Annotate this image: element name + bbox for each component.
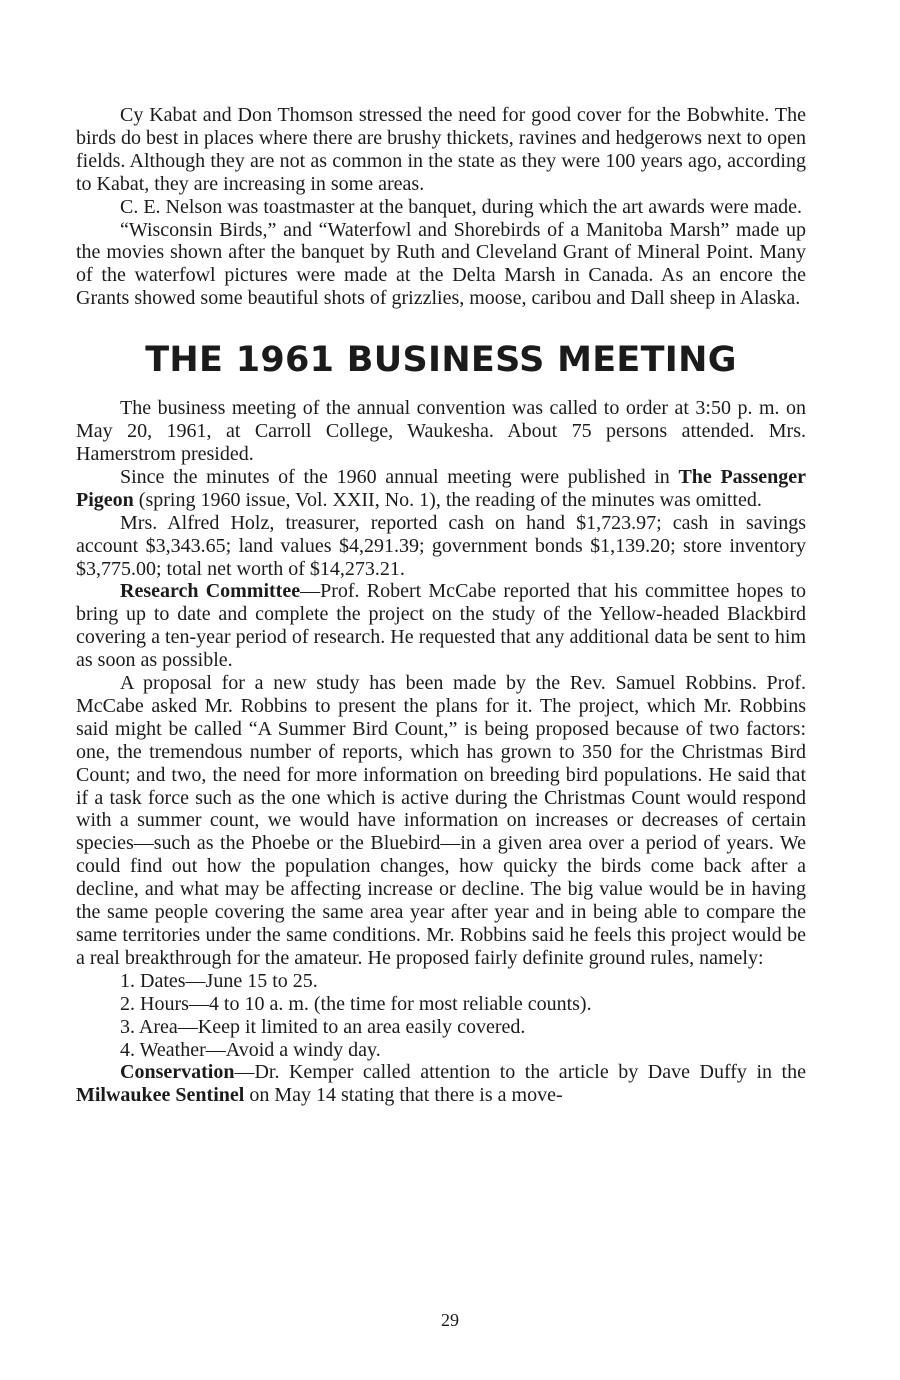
conservation-label: Conservation <box>120 1061 235 1084</box>
list-item: 1. Dates—June 15 to 25. <box>120 969 318 992</box>
section-heading: THE 1961 BUSINESS MEETING <box>145 340 737 381</box>
journal-title: The Passenger Pigeon <box>76 465 806 511</box>
paragraph-meeting-called: The business meeting of the annual convention was called to order at 3:50 p. m. on May 20, 1961, at Carroll College, Waukesha. About 75 persons attended. Mrs. Hamerstrom presided. <box>76 397 806 465</box>
paragraph-treasurer: Mrs. Alfred Holz, treasurer, reported cash on hand $1,723.97; cash in savings account $3,343.65; land values $4,291.39; government bonds $1,139.20; store inventory $3,775.00; total net worth of $14,273.21. <box>76 511 806 580</box>
list-item: 4. Weather—Avoid a windy day. <box>120 1038 381 1061</box>
conservation-text-b: on May 14 stating that there is a move- <box>244 1084 563 1107</box>
paragraph-conservation <box>76 1061 806 1107</box>
page-number: 29 <box>441 1310 459 1330</box>
research-committee-label: Research Committee <box>120 580 301 603</box>
research-committee-text: —Prof. Robert McCabe reported that his committee hopes to bring up to date and complete the project on the study of the Yellow-headed Blackbird covering a ten-year period of research. He requested that any additional data be sent to him as soon as possible. <box>76 580 806 672</box>
paragraph-toastmaster: C. E. Nelson was toastmaster at the banquet, during which the art awards were made. <box>120 195 803 218</box>
paragraph-movies: “Wisconsin Birds,” and “Waterfowl and Shorebirds of a Manitoba Marsh” made up the movies shown after the banquet by Ruth and Cleveland Grant of Mineral Point. Many of the waterfowl pictures were made at the Delta Marsh in Canada. As an encore the Grants showed some beautiful shots of grizzlies, moose, caribou and Dall sheep in Alaska. <box>76 218 806 310</box>
minutes-text-b: (spring 1960 issue, Vol. XXII, No. 1), the reading of the minutes was omitted. <box>133 488 762 511</box>
list-item: 2. Hours—4 to 10 a. m. (the time for most reliable counts). <box>120 992 592 1015</box>
conservation-text-a: —Dr. Kemper called attention to the article by Dave Duffy in the <box>234 1061 806 1084</box>
text-column <box>76 104 806 1107</box>
list-item: 3. Area—Keep it limited to an area easily covered. <box>120 1015 526 1038</box>
paragraph-summer-bird-count: A proposal for a new study has been made by the Rev. Samuel Robbins. Prof. McCabe asked Mr. Robbins to present the plans for it. The project, which Mr. Robbins said might be called “A Summer Bird Count,” is being proposed because of two factors: one, the tremendous number of reports, which has grown to 350 for the Christmas Bird Count; and two, the need for more information on breeding bird populations. He said that if a task force such as the one which is active during the Christmas Count would respond with a summer count, we would have information on increases or decreases of certain species—such as the Phoebe or the Bluebird—in a given area over a period of years. We could find out how the population changes, how quicky the birds come back after a decline, and what may be affecting increase or decline. The big value would be in having the same people covering the same area year after year and in being able to compare the same territories under the same conditions. Mr. Robbins said he feels this project would be a real breakthrough for the amateur. He proposed fairly definite ground rules, namely: <box>76 672 806 969</box>
paragraph-research-committee <box>76 580 806 672</box>
newspaper-title: Milwaukee Sentinel <box>76 1084 245 1107</box>
minutes-text-a: Since the minutes of the 1960 annual meeting were published in <box>120 465 679 488</box>
paragraph-bobwhite-cover: Cy Kabat and Don Thomson stressed the need for good cover for the Bobwhite. The birds do best in places where there are brushy thickets, ravines and hedgerows next to open fields. Although they are not as common in the state as they were 100 years ago, according to Kabat, they are increasing in some areas. <box>76 104 806 195</box>
paragraph-minutes <box>76 466 806 512</box>
